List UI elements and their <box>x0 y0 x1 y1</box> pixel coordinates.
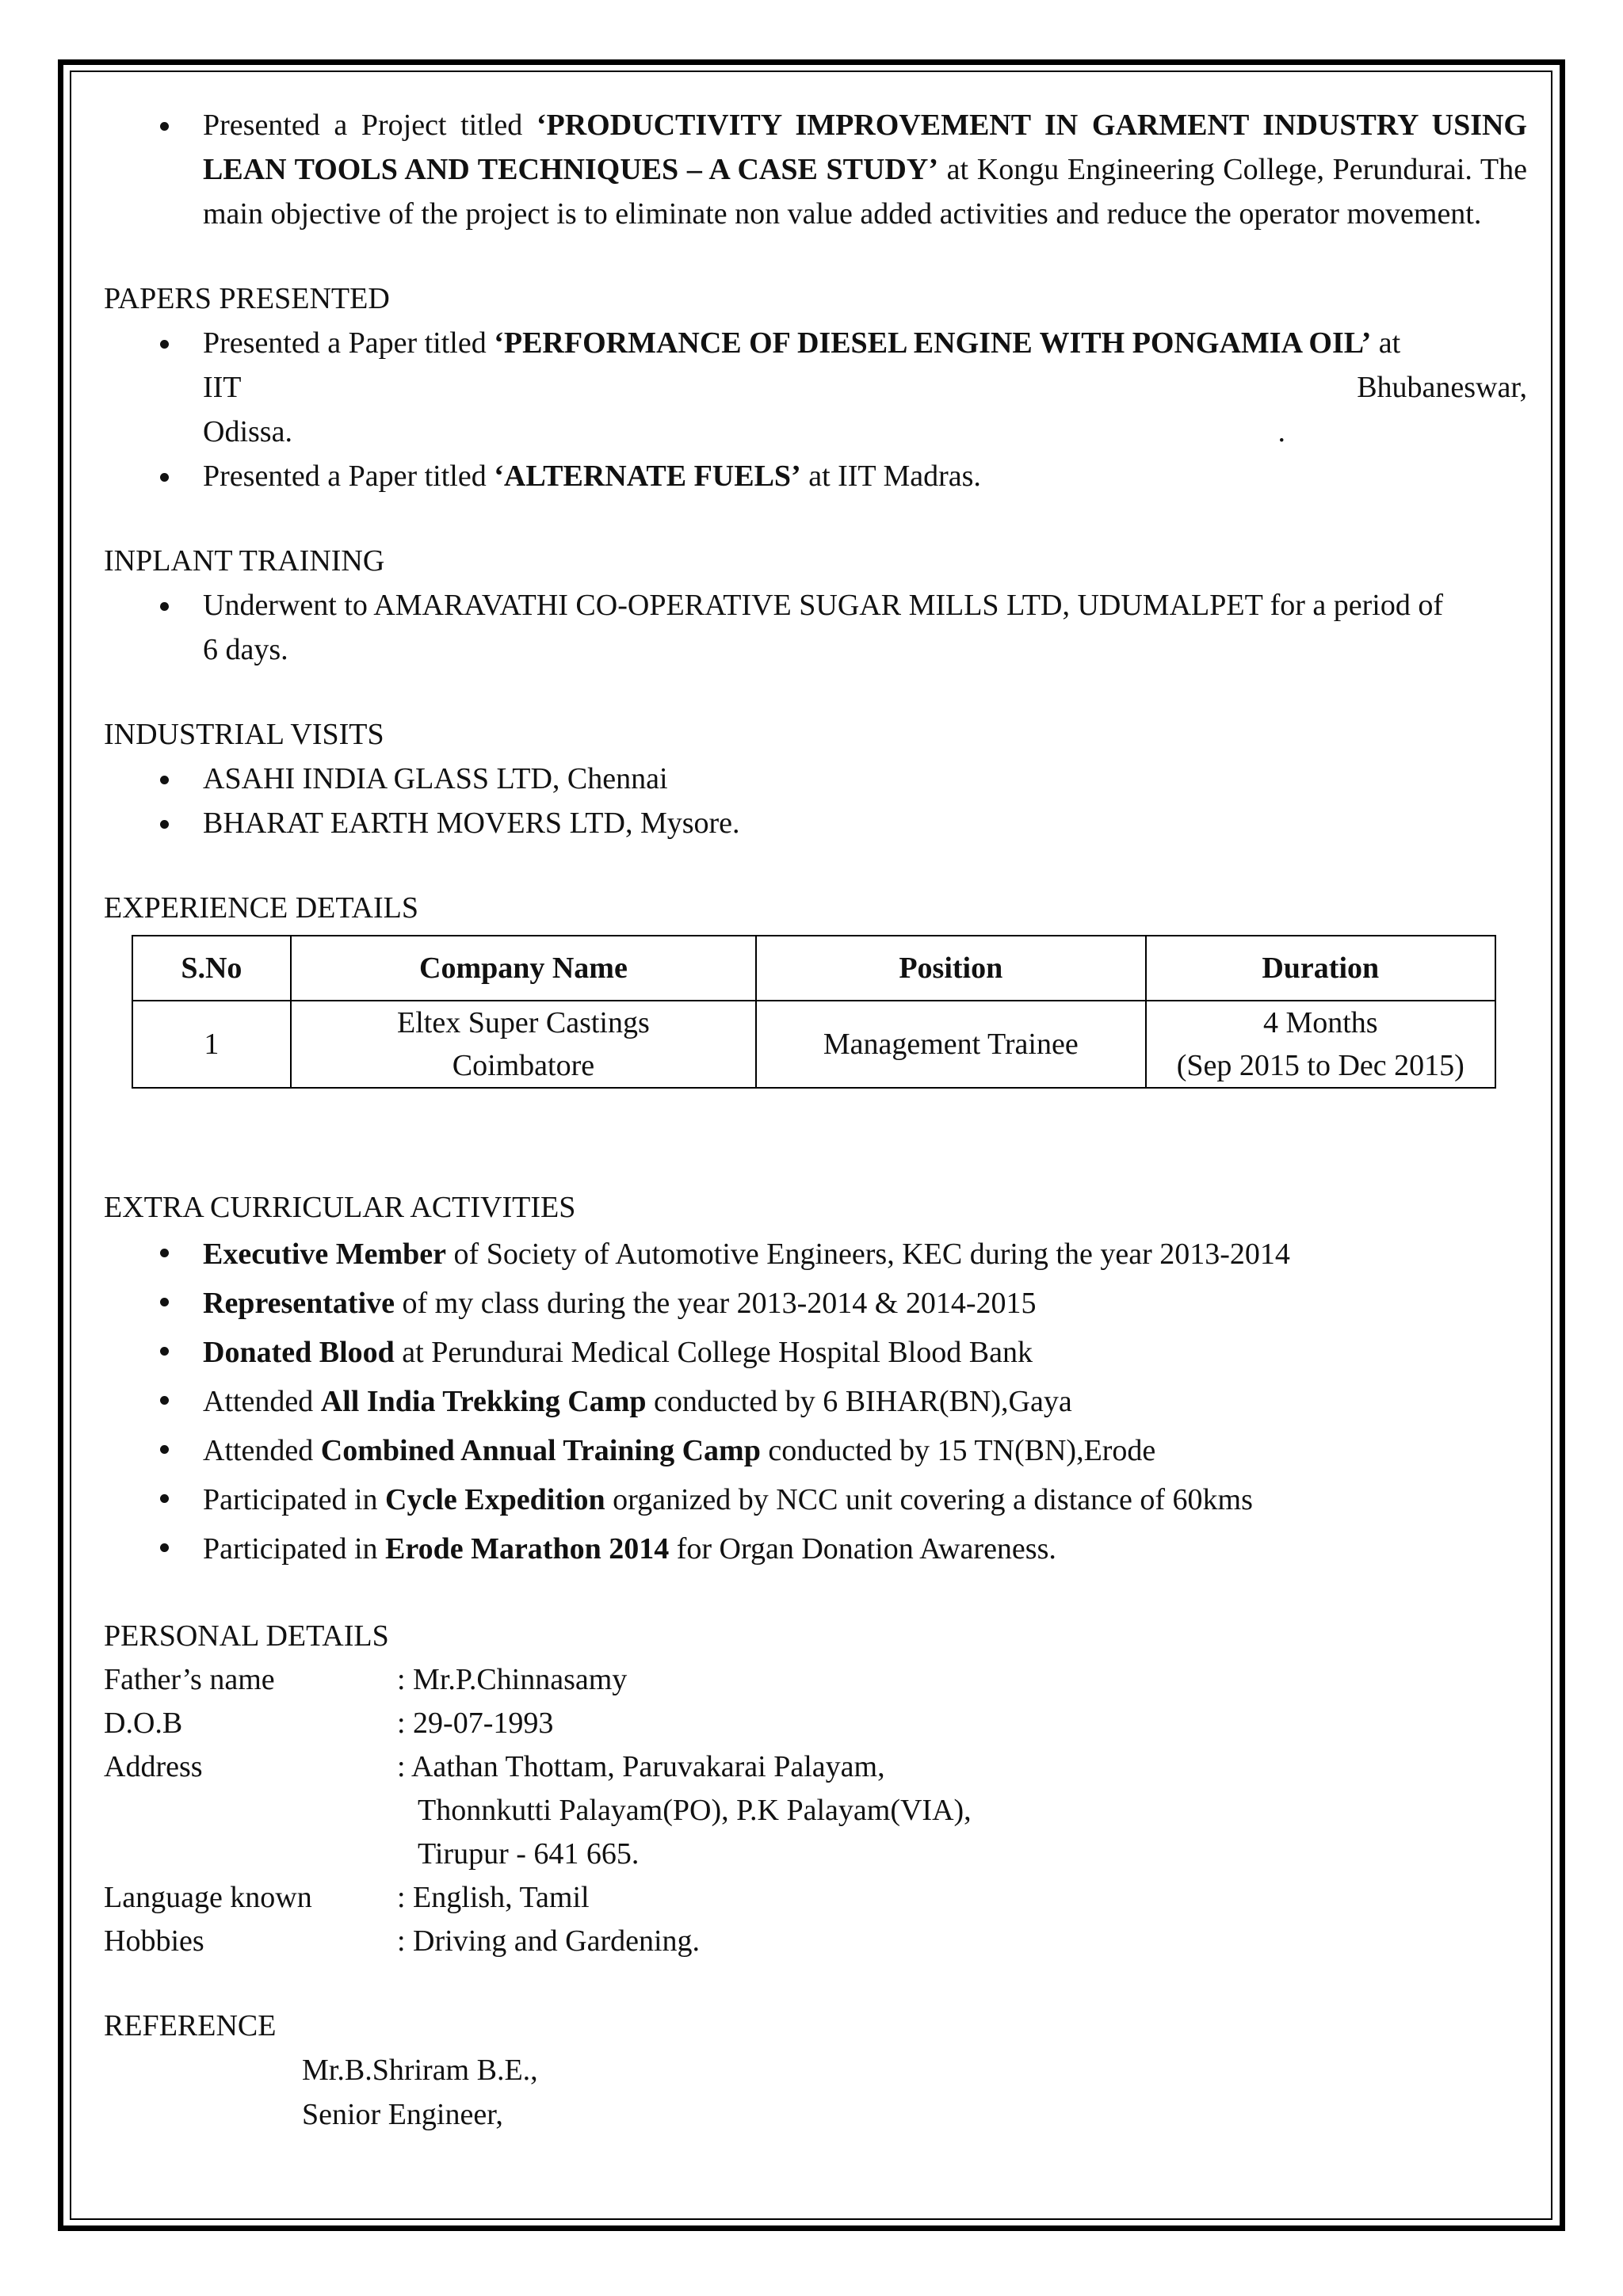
list-item: Attended Combined Annual Training Camp conducted by 15 TN(BN),Erode <box>104 1426 1527 1475</box>
experience-table <box>132 935 1496 1089</box>
papers-list <box>104 321 1527 498</box>
extra-heading: EXTRA CURRICULAR ACTIVITIES <box>104 1191 576 1224</box>
list-item: Attended All India Trekking Camp conducted by 6 BIHAR(BN),Gaya <box>104 1377 1527 1426</box>
visit-item: BHARAT EARTH MOVERS LTD, Mysore. <box>104 801 1527 845</box>
column-header: Position <box>756 936 1145 1001</box>
inplant-list <box>104 583 1527 672</box>
visit-item: ASAHI INDIA GLASS LTD, Chennai <box>104 757 1527 801</box>
reference-heading: REFERENCE <box>104 2009 277 2042</box>
visits-heading: INDUSTRIAL VISITS <box>104 718 384 751</box>
position-cell: Management Trainee <box>756 1001 1145 1088</box>
project-item: Presented a Project titled ‘PRODUCTIVITY IMPROVEMENT IN GARMENT INDUSTRY USING LEAN TOOLS AND TECHNIQUES – A CASE STUDY’ at Kongu Engineering College, Perundurai. The main objective of the project is to eliminate non value added activities and reduce the operator movement. <box>104 103 1527 236</box>
father-row: Father’s name : Mr.P.Chinnasamy <box>104 1663 628 1696</box>
address-line: Thonnkutti Palayam(PO), P.K Palayam(VIA), <box>418 1794 972 1827</box>
column-header: Company Name <box>291 936 756 1001</box>
list-item: Participated in Erode Marathon 2014 for Organ Donation Awareness. <box>104 1524 1527 1573</box>
list-item: Donated Blood at Perundurai Medical College Hospital Blood Bank <box>104 1328 1527 1377</box>
personal-heading: PERSONAL DETAILS <box>104 1619 389 1653</box>
table-header-row <box>132 936 1495 1001</box>
inplant-heading: INPLANT TRAINING <box>104 544 385 578</box>
personal-details <box>104 1658 1527 1963</box>
paper-item: Presented a Paper titled ‘PERFORMANCE OF DIESEL ENGINE WITH PONGAMIA OIL’ at IIT Bhubaneswar, Odissa. . <box>104 321 1527 454</box>
inplant-item: Underwent to AMARAVATHI CO-OPERATIVE SUGAR MILLS LTD, UDUMALPET for a period of 6 days. <box>104 583 1527 672</box>
resume-content <box>104 103 1527 2137</box>
reference-title: Senior Engineer, <box>302 2098 503 2131</box>
list-item: Executive Member of Society of Automotive Engineers, KEC during the year 2013-2014 <box>104 1230 1527 1279</box>
column-header: S.No <box>132 936 291 1001</box>
table-row <box>132 1001 1495 1088</box>
hobbies-row: Hobbies : Driving and Gardening. <box>104 1924 701 1958</box>
duration-cell: 4 Months (Sep 2015 to Dec 2015) <box>1146 1001 1495 1088</box>
dob-row: D.O.B : 29-07-1993 <box>104 1707 554 1740</box>
list-item: Participated in Cycle Expedition organized by NCC unit covering a distance of 60kms <box>104 1475 1527 1524</box>
visits-list <box>104 757 1527 845</box>
experience-heading: EXPERIENCE DETAILS <box>104 891 418 925</box>
language-row: Language known : English, Tamil <box>104 1881 590 1914</box>
paper-item: Presented a Paper titled ‘ALTERNATE FUELS’ at IIT Madras. <box>104 454 1527 498</box>
column-header: Duration <box>1146 936 1495 1001</box>
extra-list <box>104 1230 1527 1573</box>
list-item: Representative of my class during the year 2013-2014 & 2014-2015 <box>104 1279 1527 1328</box>
reference-name: Mr.B.Shriram B.E., <box>302 2054 538 2087</box>
papers-heading: PAPERS PRESENTED <box>104 282 390 315</box>
sno-cell: 1 <box>132 1001 291 1088</box>
company-cell: Eltex Super Castings Coimbatore <box>291 1001 756 1088</box>
project-list <box>104 103 1527 236</box>
address-row: Address : Aathan Thottam, Paruvakarai Palayam, <box>104 1750 885 1783</box>
address-line: Tirupur - 641 665. <box>418 1837 640 1871</box>
